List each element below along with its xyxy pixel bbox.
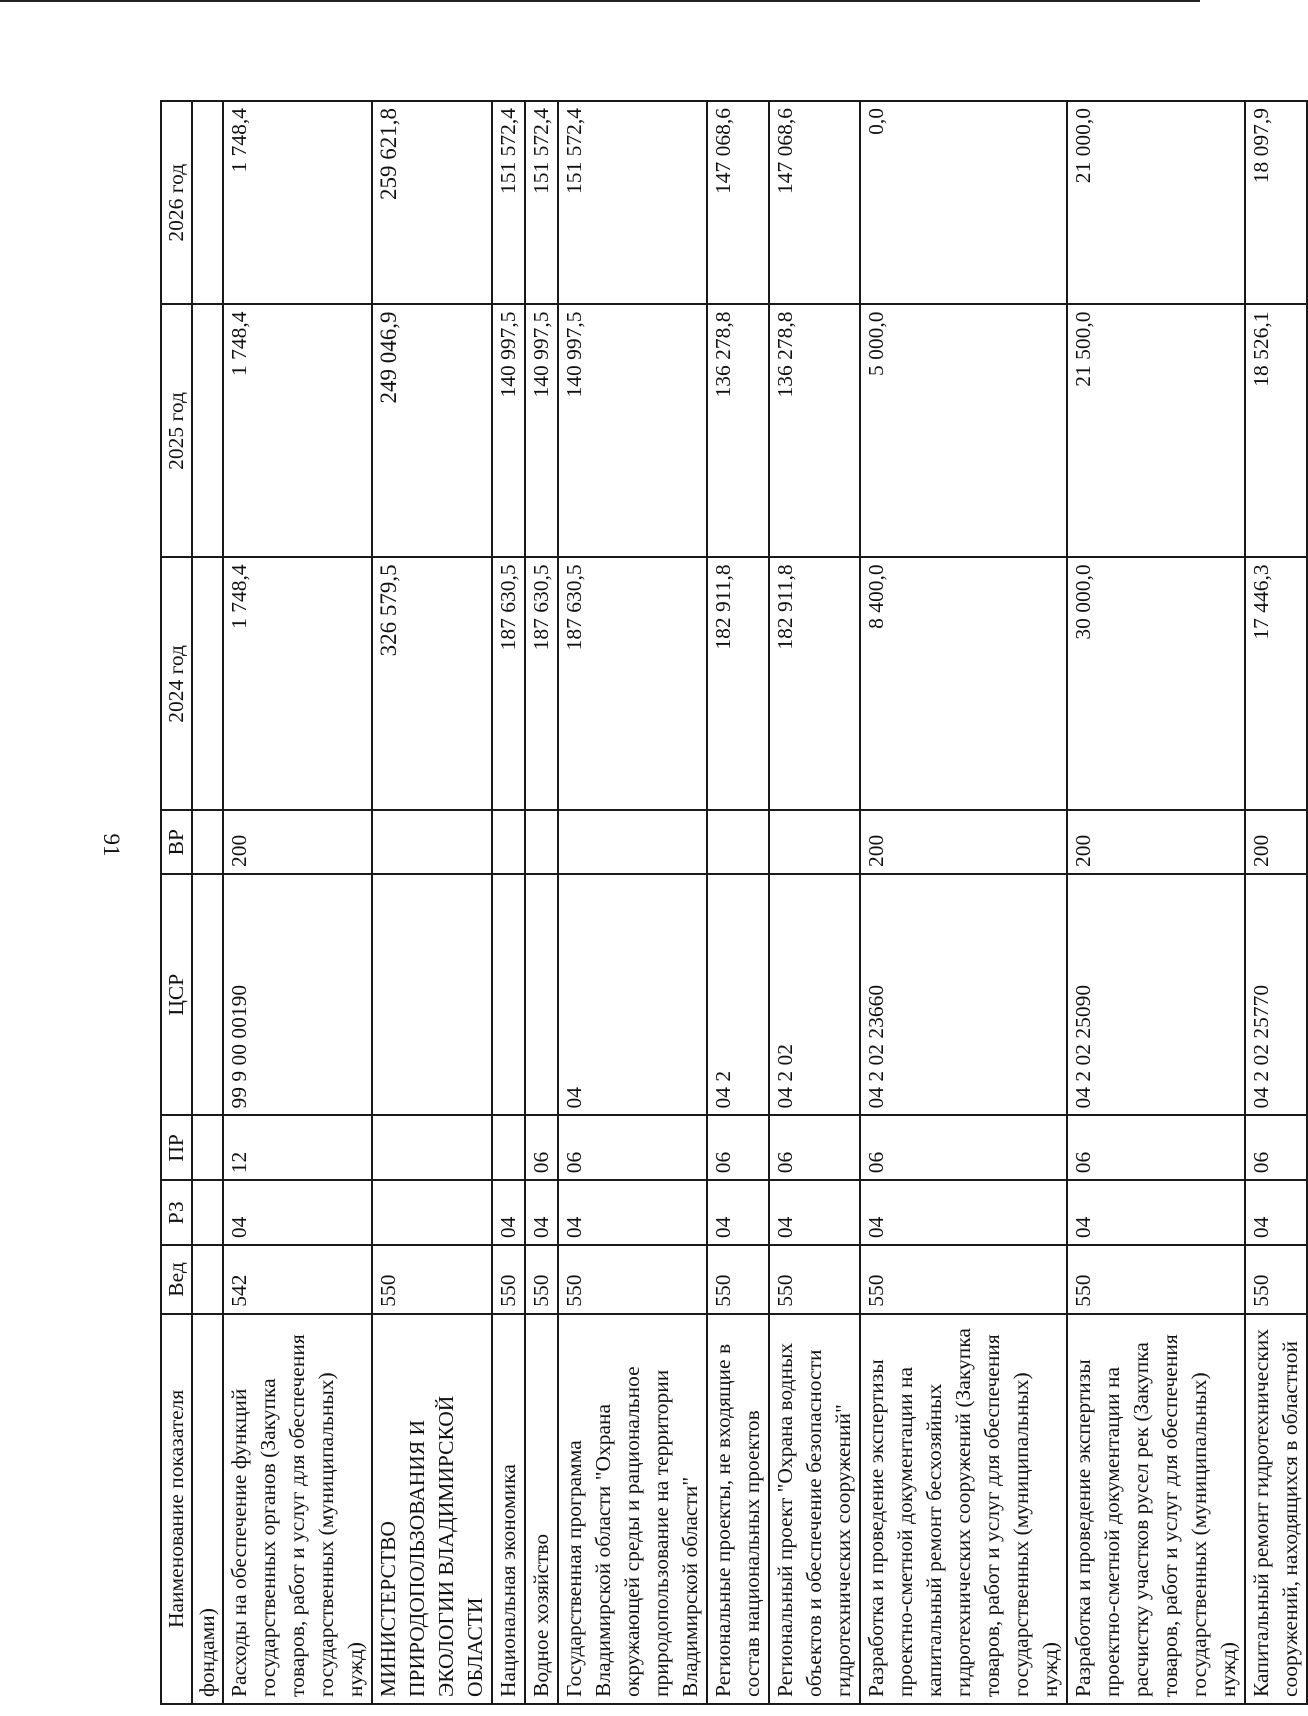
cell-pr: 06: [525, 1115, 558, 1180]
cell-ved: 550: [769, 1245, 860, 1314]
table-row: [558, 101, 707, 1704]
cell-csr: 04 2: [707, 874, 769, 1116]
cell-vr: 200: [860, 810, 1067, 874]
header-pr: ПР: [161, 1115, 192, 1180]
cell-ved: 550: [372, 1245, 492, 1314]
cell-pr: [372, 1115, 492, 1180]
cell-csr: [525, 874, 558, 1116]
cell-y2025: 1 748,4: [223, 304, 372, 557]
cell-csr: 04 2 02 23660: [860, 874, 1067, 1116]
cell-name: Водное хозяйство: [525, 1314, 558, 1704]
cell-csr: 99 9 00 00190: [223, 874, 372, 1116]
cell-rz: 04: [558, 1180, 707, 1245]
cell-y2026: 1 748,4: [223, 101, 372, 304]
header-2026: 2026 год: [161, 101, 192, 304]
cell-y2024: 17 446,3: [1245, 557, 1307, 810]
page-number: 91: [99, 833, 124, 857]
header-2025: 2025 год: [161, 304, 192, 557]
cell-y2024: 8 400,0: [860, 557, 1067, 810]
cell-y2026: 151 572,4: [492, 101, 525, 304]
cell-pr: 06: [558, 1115, 707, 1180]
cell-csr: 04 2 02 25770: [1245, 874, 1307, 1116]
cell-rz: 04: [525, 1180, 558, 1245]
cell-pr: 06: [1245, 1115, 1307, 1180]
cell-vr: 200: [1067, 810, 1245, 874]
cell-ved: 550: [1067, 1245, 1245, 1314]
cell-y2024: 187 630,5: [525, 557, 558, 810]
cell-ved: 550: [558, 1245, 707, 1314]
cell-csr: [372, 874, 492, 1116]
table-header-row: [161, 101, 192, 1704]
cell-y2025: 5 000,0: [860, 304, 1067, 557]
cell-y2026: 151 572,4: [525, 101, 558, 304]
cell-rz: 04: [1067, 1180, 1245, 1245]
table-row: [492, 101, 525, 1704]
cell-ved: 550: [492, 1245, 525, 1314]
continuation-row: [192, 101, 223, 1704]
table-row: [223, 101, 372, 1704]
cell-pr: [492, 1115, 525, 1180]
cell-y2026: 147 068,6: [769, 101, 860, 304]
cell-y2024: 182 911,8: [769, 557, 860, 810]
cell-rz: 04: [707, 1180, 769, 1245]
cell-name: Разработка и проведение экспертизы проектно-сметной документации на капитальный ремонт бесхозяйных гидротехнических сооружений (Закупка товаров, работ и услуг для обеспечения государственных (муниципальных) нужд): [860, 1314, 1067, 1704]
cell-y2025: 136 278,8: [769, 304, 860, 557]
cell-rz: 04: [492, 1180, 525, 1245]
continuation-text: фондами): [192, 1314, 223, 1704]
cell-name: Национальная экономика: [492, 1314, 525, 1704]
cell-y2026: 259 621,8: [372, 101, 492, 304]
cell-csr: 04 2 02: [769, 874, 860, 1116]
cell-rz: 04: [223, 1180, 372, 1245]
rotated-page-content: [160, 100, 1302, 1705]
cell-vr: [492, 810, 525, 874]
header-name: Наименование показателя: [161, 1314, 192, 1704]
budget-table: [160, 100, 1308, 1705]
header-vr: ВР: [161, 810, 192, 874]
cell-name: Региональные проекты, не входящие в состав национальных проектов: [707, 1314, 769, 1704]
table-row: [1245, 101, 1307, 1704]
cell-pr: 06: [769, 1115, 860, 1180]
cell-y2026: 21 000,0: [1067, 101, 1245, 304]
cell-pr: 06: [860, 1115, 1067, 1180]
cell-name: Региональный проект "Охрана водных объектов и обеспечение безопасности гидротехнических сооружений": [769, 1314, 860, 1704]
cell-vr: [707, 810, 769, 874]
cell-name: МИНИСТЕРСТВО ПРИРОДОПОЛЬЗОВАНИЯ И ЭКОЛОГИИ ВЛАДИМИРСКОЙ ОБЛАСТИ: [372, 1314, 492, 1704]
table-body: [192, 101, 1307, 1704]
header-2024: 2024 год: [161, 557, 192, 810]
table-row: [860, 101, 1067, 1704]
cell-ved: 550: [707, 1245, 769, 1314]
cell-y2025: 249 046,9: [372, 304, 492, 557]
header-csr: ЦСР: [161, 874, 192, 1116]
header-rz: РЗ: [161, 1180, 192, 1245]
cell-vr: 200: [1245, 810, 1307, 874]
header-ved: Вед: [161, 1245, 192, 1314]
cell-y2025: 140 997,5: [525, 304, 558, 557]
cell-y2025: 136 278,8: [707, 304, 769, 557]
cell-ved: 550: [525, 1245, 558, 1314]
cell-csr: 04 2 02 25090: [1067, 874, 1245, 1116]
table-row: [1067, 101, 1245, 1704]
cell-pr: 06: [1067, 1115, 1245, 1180]
cell-y2025: 18 526,1: [1245, 304, 1307, 557]
cell-y2026: 147 068,6: [707, 101, 769, 304]
cell-y2025: 21 500,0: [1067, 304, 1245, 557]
cell-y2026: 151 572,4: [558, 101, 707, 304]
table-row: [769, 101, 860, 1704]
cell-ved: 550: [1245, 1245, 1307, 1314]
cell-rz: [372, 1180, 492, 1245]
cell-vr: [372, 810, 492, 874]
cell-ved: 542: [223, 1245, 372, 1314]
cell-rz: 04: [769, 1180, 860, 1245]
cell-name: Расходы на обеспечение функций государственных органов (Закупка товаров, работ и услуг для обеспечения государственных (муниципальных) нужд): [223, 1314, 372, 1704]
cell-name: Государственная программа Владимирской области "Охрана окружающей среды и рациональное природопользование на территории Владимирской области": [558, 1314, 707, 1704]
top-border-line: [0, 0, 1200, 2]
cell-y2024: 1 748,4: [223, 557, 372, 810]
table-row: [525, 101, 558, 1704]
cell-y2024: 326 579,5: [372, 557, 492, 810]
table-row: [372, 101, 492, 1704]
table-row: [707, 101, 769, 1704]
cell-y2024: 187 630,5: [492, 557, 525, 810]
cell-rz: 04: [860, 1180, 1067, 1245]
cell-vr: [525, 810, 558, 874]
cell-ved: 550: [860, 1245, 1067, 1314]
cell-y2024: 30 000,0: [1067, 557, 1245, 810]
cell-y2026: 18 097,9: [1245, 101, 1307, 304]
cell-csr: [492, 874, 525, 1116]
cell-pr: 06: [707, 1115, 769, 1180]
cell-rz: 04: [1245, 1180, 1307, 1245]
cell-vr: [558, 810, 707, 874]
cell-pr: 12: [223, 1115, 372, 1180]
cell-vr: [769, 810, 860, 874]
cell-y2026: 0,0: [860, 101, 1067, 304]
cell-name: Разработка и проведение экспертизы проектно-сметной документации на расчистку участков русел рек (Закупка товаров, работ и услуг для обеспечения государственных (муниципальных) нужд): [1067, 1314, 1245, 1704]
cell-y2024: 182 911,8: [707, 557, 769, 810]
cell-vr: 200: [223, 810, 372, 874]
cell-y2025: 140 997,5: [492, 304, 525, 557]
cell-y2024: 187 630,5: [558, 557, 707, 810]
cell-y2025: 140 997,5: [558, 304, 707, 557]
cell-name: Капитальный ремонт гидротехнических сооружений, находящихся в областной: [1245, 1314, 1307, 1704]
cell-csr: 04: [558, 874, 707, 1116]
